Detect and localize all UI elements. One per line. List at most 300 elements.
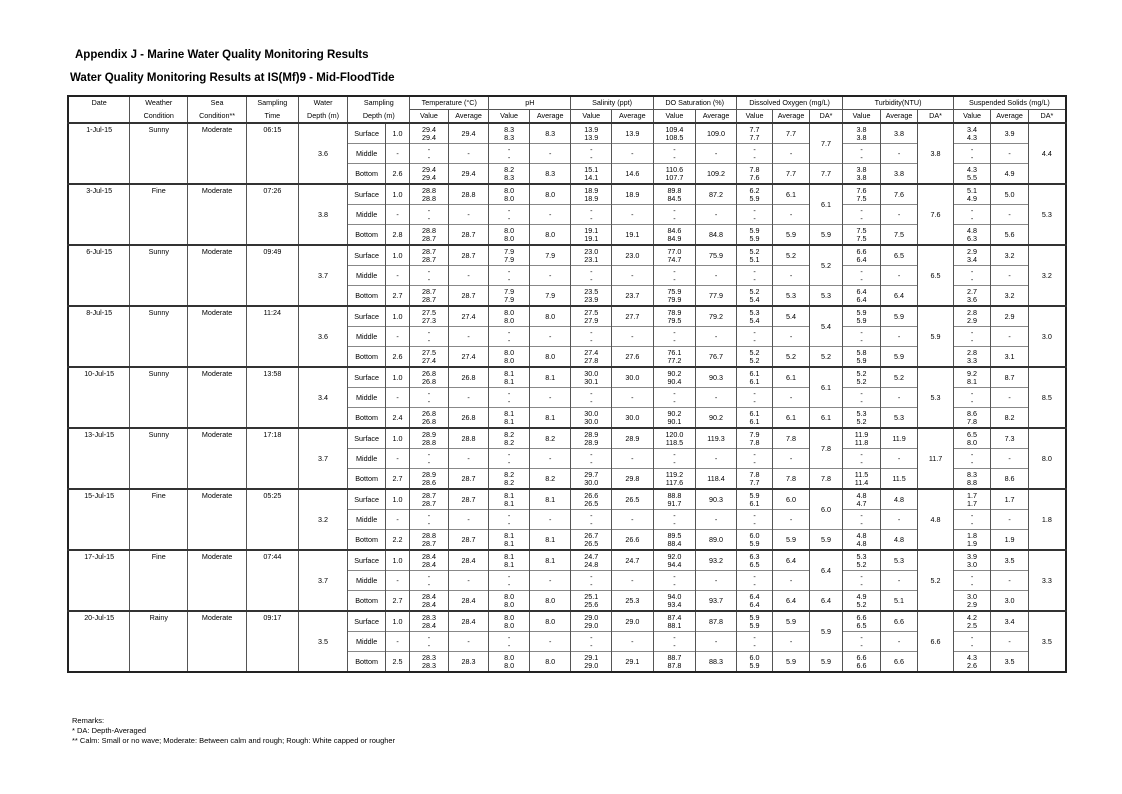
table-row <box>68 306 1066 327</box>
dash: - <box>753 335 756 345</box>
do-depth-averaged: 6.1 <box>809 184 842 225</box>
do-saturation-value-reading: 94.0 <box>667 591 682 601</box>
ss-average: 3.9 <box>991 123 1029 144</box>
header-value: Value <box>571 110 612 124</box>
middle-average: - <box>773 632 810 652</box>
ph-value-reading: 8.0 <box>504 591 515 601</box>
salinity-value-reading: 25.6 <box>584 599 599 609</box>
middle-value <box>571 205 612 225</box>
do-saturation-value-reading: 120.0 <box>665 429 684 439</box>
middle-average: - <box>448 632 489 652</box>
ph-value-reading: 8.0 <box>504 225 515 235</box>
turbidity-value-reading: 7.6 <box>856 185 867 195</box>
ss-value-reading: 4.9 <box>967 193 978 203</box>
salinity-value-reading: 30.1 <box>584 376 599 386</box>
dash: - <box>507 510 511 520</box>
temperature-value-reading: 28.8 <box>421 185 436 195</box>
date-cell: 8-Jul-15 <box>68 306 130 367</box>
ss-average: 3.4 <box>991 611 1029 632</box>
temperature-average: 28.8 <box>448 428 489 449</box>
middle-depth: - <box>385 205 409 225</box>
table-row <box>68 550 1066 571</box>
middle-average: - <box>448 571 489 591</box>
middle-turbidity-value <box>843 144 881 164</box>
middle-ss-value <box>953 571 991 591</box>
turbidity-average: 6.6 <box>880 652 918 673</box>
salinity-value-reading: 27.8 <box>584 355 599 365</box>
do-saturation-value-reading: 110.6 <box>665 164 684 174</box>
salinity-value-reading: 26.5 <box>584 538 599 548</box>
turbidity-value-reading: 3.8 <box>856 164 867 174</box>
salinity-value <box>571 408 612 429</box>
turbidity-value-reading: 6.5 <box>856 620 867 630</box>
ph-average: 8.2 <box>529 428 571 449</box>
ph-value-reading: 8.3 <box>504 124 515 134</box>
do-average: 5.9 <box>773 225 810 246</box>
temperature-average: 28.4 <box>448 611 489 632</box>
middle-average: - <box>612 510 654 530</box>
temperature-value-reading: 28.7 <box>421 538 436 548</box>
middle-average: - <box>773 388 810 408</box>
do-saturation-value <box>653 469 696 490</box>
dash: - <box>753 449 756 459</box>
ss-value-reading: 4.2 <box>967 612 978 622</box>
dash: - <box>427 327 431 337</box>
middle-value <box>410 144 449 164</box>
do-value-reading: 5.9 <box>749 233 760 243</box>
water-depth-cell: 3.6 <box>298 306 348 367</box>
dash: - <box>673 274 676 284</box>
header-value: Value <box>410 110 449 124</box>
dash: - <box>507 457 511 467</box>
ph-value-reading: 8.3 <box>504 132 515 142</box>
ph-value <box>489 347 530 368</box>
do-saturation-value-reading: 94.4 <box>667 559 682 569</box>
do-value-reading: 6.0 <box>749 530 760 540</box>
middle-average: - <box>773 205 810 225</box>
turbidity-value-reading: 11.5 <box>854 469 869 479</box>
surface-depth: 1.0 <box>385 367 409 388</box>
dash: - <box>507 518 511 528</box>
middle-average: - <box>696 327 737 347</box>
header-value: Value <box>736 110 773 124</box>
header-da: DA* <box>809 110 842 124</box>
salinity-average: 28.9 <box>612 428 654 449</box>
header-value: Value <box>653 110 696 124</box>
temperature-average: 28.7 <box>448 469 489 490</box>
dash: - <box>427 274 431 284</box>
middle-value <box>410 510 449 530</box>
turbidity-average: 5.3 <box>880 408 918 429</box>
dash: - <box>590 205 593 215</box>
middle-turbidity-average: - <box>880 510 918 530</box>
salinity-value-reading: 25.1 <box>584 591 599 601</box>
middle-depth: - <box>385 449 409 469</box>
middle-value <box>410 266 449 286</box>
middle-value <box>653 327 696 347</box>
ss-value-reading: 9.2 <box>967 368 978 378</box>
middle-value <box>653 571 696 591</box>
middle-value <box>571 327 612 347</box>
salinity-value-reading: 27.4 <box>584 347 599 357</box>
weather-cell: Fine <box>130 184 188 245</box>
ss-value-reading: 8.3 <box>967 469 978 479</box>
ph-value <box>489 245 530 266</box>
header-dissolved-oxygen: Dissolved Oxygen (mg/L) <box>736 96 842 110</box>
ss-value <box>953 611 991 632</box>
turbidity-value-reading: 5.2 <box>856 559 867 569</box>
ph-value-reading: 8.1 <box>504 408 515 418</box>
do-value-reading: 6.1 <box>749 368 760 378</box>
dash: - <box>753 396 756 406</box>
temperature-value-reading: 28.7 <box>421 233 436 243</box>
turbidity-value <box>843 611 881 632</box>
turbidity-value-reading: 6.6 <box>856 612 867 622</box>
surface-label: Surface <box>348 245 386 266</box>
do-saturation-value-reading: 90.2 <box>667 368 682 378</box>
salinity-value-reading: 28.9 <box>584 437 599 447</box>
salinity-value <box>571 367 612 388</box>
temperature-value-reading: 27.3 <box>421 315 436 325</box>
do-saturation-average: 84.8 <box>696 225 737 246</box>
middle-turbidity-average: - <box>880 144 918 164</box>
turbidity-value <box>843 347 881 368</box>
turbidity-average: 6.4 <box>880 286 918 307</box>
ss-value-reading: 7.8 <box>967 416 978 426</box>
middle-turbidity-value <box>843 449 881 469</box>
do-average: 7.8 <box>773 469 810 490</box>
do-saturation-value-reading: 84.9 <box>667 233 682 243</box>
salinity-value-reading: 27.5 <box>584 307 599 317</box>
do-saturation-value-reading: 87.8 <box>667 660 682 670</box>
ph-average: 8.0 <box>529 347 571 368</box>
sea-condition-cell: Moderate <box>188 184 247 245</box>
salinity-value-reading: 24.8 <box>584 559 599 569</box>
temperature-value-reading: 28.4 <box>421 591 436 601</box>
surface-label: Surface <box>348 611 386 632</box>
ph-average: 8.3 <box>529 123 571 144</box>
ss-average: 3.5 <box>991 550 1029 571</box>
salinity-value-reading: 13.9 <box>584 124 599 134</box>
dash: - <box>427 640 431 650</box>
dash: - <box>673 388 676 398</box>
dash: - <box>970 510 974 520</box>
middle-average: - <box>448 266 489 286</box>
dash: - <box>860 388 863 398</box>
ss-average: 8.2 <box>991 408 1029 429</box>
turbidity-average: 6.6 <box>880 611 918 632</box>
do-value-reading: 5.9 <box>749 193 760 203</box>
turbidity-value-reading: 6.4 <box>856 286 867 296</box>
do-saturation-value-reading: 91.7 <box>667 498 682 508</box>
ph-value-reading: 8.1 <box>504 498 515 508</box>
dash: - <box>673 518 676 528</box>
turbidity-value <box>843 652 881 673</box>
turbidity-depth-averaged: 5.3 <box>918 367 953 428</box>
ph-value-reading: 8.2 <box>504 429 515 439</box>
header-water-depth: Water <box>298 96 348 110</box>
bottom-depth: 2.7 <box>385 469 409 490</box>
table-row <box>68 367 1066 388</box>
ph-value-reading: 8.0 <box>504 599 515 609</box>
ss-value <box>953 245 991 266</box>
do-value-reading: 7.8 <box>749 437 760 447</box>
turbidity-average: 5.1 <box>880 591 918 612</box>
salinity-value-reading: 18.9 <box>584 185 599 195</box>
salinity-value <box>571 611 612 632</box>
middle-average: - <box>448 205 489 225</box>
dash: - <box>507 144 511 154</box>
turbidity-depth-averaged: 4.8 <box>918 489 953 550</box>
temperature-value-reading: 28.8 <box>421 193 436 203</box>
do-value-reading: 7.7 <box>749 124 760 134</box>
ss-depth-averaged: 8.0 <box>1028 428 1066 489</box>
temperature-value-reading: 28.9 <box>421 469 436 479</box>
middle-value <box>489 510 530 530</box>
surface-depth: 1.0 <box>385 611 409 632</box>
do-saturation-average: 109.0 <box>696 123 737 144</box>
salinity-average: 24.7 <box>612 550 654 571</box>
middle-depth: - <box>385 571 409 591</box>
middle-average: - <box>773 144 810 164</box>
bottom-depth: 2.7 <box>385 591 409 612</box>
turbidity-depth-averaged: 3.8 <box>918 123 953 184</box>
bottom-label: Bottom <box>348 652 386 673</box>
turbidity-value-reading: 5.9 <box>856 307 867 317</box>
do-value-reading: 6.2 <box>749 185 760 195</box>
middle-value <box>571 632 612 652</box>
do-average: 6.4 <box>773 591 810 612</box>
middle-turbidity-average: - <box>880 388 918 408</box>
header-average: Average <box>773 110 810 124</box>
bottom-depth: 2.5 <box>385 652 409 673</box>
ph-average: 8.1 <box>529 530 571 551</box>
sampling-time-cell: 05:25 <box>246 489 298 550</box>
ss-value-reading: 1.8 <box>967 530 978 540</box>
ss-average: 2.9 <box>991 306 1029 327</box>
do-saturation-value-reading: 108.5 <box>665 132 684 142</box>
ph-value-reading: 8.0 <box>504 185 515 195</box>
ph-value <box>489 652 530 673</box>
turbidity-average: 3.8 <box>880 164 918 185</box>
dash: - <box>753 457 756 467</box>
ss-value-reading: 8.8 <box>967 477 978 487</box>
dash: - <box>507 205 511 215</box>
ph-value <box>489 530 530 551</box>
turbidity-value <box>843 164 881 185</box>
dash: - <box>507 640 511 650</box>
middle-value <box>653 388 696 408</box>
do-saturation-value-reading: 89.8 <box>667 185 682 195</box>
salinity-value <box>571 530 612 551</box>
dash: - <box>753 205 756 215</box>
do-saturation-value <box>653 408 696 429</box>
dash: - <box>970 640 974 650</box>
surface-depth: 1.0 <box>385 184 409 205</box>
turbidity-average: 4.8 <box>880 530 918 551</box>
middle-label: Middle <box>348 388 386 408</box>
temperature-average: 28.7 <box>448 489 489 510</box>
salinity-average: 30.0 <box>612 367 654 388</box>
do-saturation-value <box>653 367 696 388</box>
salinity-value <box>571 591 612 612</box>
temperature-value-reading: 28.4 <box>421 599 436 609</box>
do-saturation-value-reading: 88.7 <box>667 652 682 662</box>
temperature-value-reading: 28.4 <box>421 559 436 569</box>
do-average: 7.8 <box>773 428 810 449</box>
middle-turbidity-value <box>843 632 881 652</box>
dash: - <box>970 266 974 276</box>
ph-average: 8.2 <box>529 469 571 490</box>
turbidity-depth-averaged: 11.7 <box>918 428 953 489</box>
dash: - <box>673 266 676 276</box>
ss-value-reading: 6.3 <box>967 233 978 243</box>
middle-depth: - <box>385 510 409 530</box>
do-depth-averaged: 5.9 <box>809 611 842 652</box>
middle-ss-value <box>953 144 991 164</box>
ss-average: 3.1 <box>991 347 1029 368</box>
ss-value-reading: 8.6 <box>967 408 978 418</box>
salinity-average: 19.1 <box>612 225 654 246</box>
temperature-average: 28.8 <box>448 184 489 205</box>
surface-depth: 1.0 <box>385 428 409 449</box>
middle-turbidity-value <box>843 327 881 347</box>
ss-value-reading: 3.6 <box>967 294 978 304</box>
sampling-time-cell: 09:17 <box>246 611 298 672</box>
salinity-value <box>571 428 612 449</box>
do-saturation-value <box>653 611 696 632</box>
ss-average: 7.3 <box>991 428 1029 449</box>
salinity-value-reading: 26.5 <box>584 498 599 508</box>
do-average: 6.1 <box>773 367 810 388</box>
do-average: 7.7 <box>773 123 810 144</box>
middle-value <box>489 388 530 408</box>
turbidity-value-reading: 5.3 <box>856 551 867 561</box>
middle-average: - <box>529 571 571 591</box>
salinity-value-reading: 14.1 <box>584 172 599 182</box>
ss-depth-averaged: 3.3 <box>1028 550 1066 611</box>
surface-label: Surface <box>348 123 386 144</box>
ss-value-reading: 8.1 <box>967 376 978 386</box>
ph-value <box>489 164 530 185</box>
middle-average: - <box>529 510 571 530</box>
middle-value <box>571 266 612 286</box>
turbidity-value <box>843 306 881 327</box>
do-value-reading: 5.3 <box>749 307 760 317</box>
weather-cell: Fine <box>130 489 188 550</box>
date-cell: 20-Jul-15 <box>68 611 130 672</box>
dash: - <box>507 274 511 284</box>
salinity-value-reading: 26.7 <box>584 530 599 540</box>
do-value-reading: 6.1 <box>749 416 760 426</box>
do-saturation-value-reading: 75.9 <box>667 286 682 296</box>
middle-ss-average: - <box>991 327 1029 347</box>
turbidity-average: 5.3 <box>880 550 918 571</box>
ss-value-reading: 4.8 <box>967 225 978 235</box>
turbidity-value <box>843 225 881 246</box>
dash: - <box>507 327 511 337</box>
do-saturation-average: 87.8 <box>696 611 737 632</box>
dash: - <box>507 579 511 589</box>
do-depth-averaged: 6.4 <box>809 550 842 591</box>
ph-average: 7.9 <box>529 286 571 307</box>
turbidity-depth-averaged: 5.2 <box>918 550 953 611</box>
header-average: Average <box>880 110 918 124</box>
ss-value-reading: 1.7 <box>967 490 978 500</box>
temperature-value-reading: 28.7 <box>421 246 436 256</box>
do-saturation-value-reading: 93.4 <box>667 599 682 609</box>
dash: - <box>860 327 863 337</box>
surface-depth: 1.0 <box>385 123 409 144</box>
middle-depth: - <box>385 266 409 286</box>
ss-value <box>953 652 991 673</box>
sampling-time-cell: 07:26 <box>246 184 298 245</box>
dash: - <box>753 327 756 337</box>
temperature-value-reading: 28.8 <box>421 225 436 235</box>
header-sampling-time: Sampling <box>246 96 298 110</box>
ss-average: 3.0 <box>991 591 1029 612</box>
weather-cell: Rainy <box>130 611 188 672</box>
turbidity-value <box>843 245 881 266</box>
ph-value-reading: 8.0 <box>504 660 515 670</box>
ss-average: 1.9 <box>991 530 1029 551</box>
middle-value <box>736 266 773 286</box>
ss-value-reading: 8.0 <box>967 437 978 447</box>
do-value-reading: 6.4 <box>749 591 760 601</box>
do-saturation-average: 76.7 <box>696 347 737 368</box>
dash: - <box>970 571 974 581</box>
turbidity-value-reading: 7.5 <box>856 225 867 235</box>
middle-value <box>410 327 449 347</box>
weather-cell: Sunny <box>130 428 188 489</box>
weather-cell: Sunny <box>130 306 188 367</box>
dash: - <box>970 327 974 337</box>
ph-value <box>489 306 530 327</box>
do-value <box>736 530 773 551</box>
dash: - <box>427 571 431 581</box>
turbidity-average: 11.5 <box>880 469 918 490</box>
middle-value <box>736 205 773 225</box>
middle-value <box>653 632 696 652</box>
header-sea: Sea <box>188 96 247 110</box>
do-value-reading: 7.9 <box>749 429 760 439</box>
dash: - <box>970 449 974 459</box>
do-saturation-value-reading: 109.4 <box>665 124 684 134</box>
do-saturation-average: 90.2 <box>696 408 737 429</box>
temperature-value <box>410 164 449 185</box>
dash: - <box>860 518 863 528</box>
do-depth-averaged: 5.9 <box>809 225 842 246</box>
do-saturation-value <box>653 550 696 571</box>
turbidity-value <box>843 428 881 449</box>
salinity-average: 27.7 <box>612 306 654 327</box>
ph-value-reading: 7.9 <box>504 246 515 256</box>
ss-value-reading: 4.3 <box>967 652 978 662</box>
middle-depth: - <box>385 327 409 347</box>
do-saturation-value <box>653 286 696 307</box>
surface-label: Surface <box>348 428 386 449</box>
turbidity-value <box>843 367 881 388</box>
salinity-value <box>571 469 612 490</box>
dash: - <box>507 335 511 345</box>
ph-value-reading: 8.0 <box>504 233 515 243</box>
do-saturation-value-reading: 84.5 <box>667 193 682 203</box>
ss-average: 8.6 <box>991 469 1029 490</box>
dash: - <box>590 640 593 650</box>
turbidity-value <box>843 184 881 205</box>
dash: - <box>673 327 676 337</box>
do-saturation-value-reading: 78.9 <box>667 307 682 317</box>
